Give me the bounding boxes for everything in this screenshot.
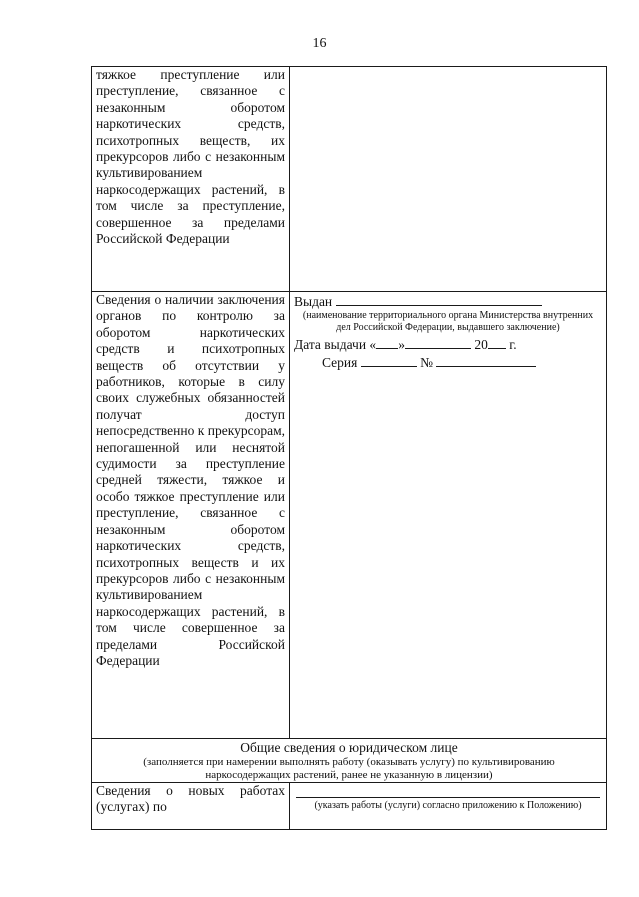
table-row: [92, 739, 607, 783]
number-label: №: [420, 354, 433, 370]
issued-by-field[interactable]: [336, 293, 542, 306]
issue-day-field[interactable]: [376, 336, 398, 349]
section-title: Общие сведения о юридическом лице: [240, 740, 458, 755]
issued-hint: (наименование территориального органа Министерства внутренних дел Российской Федерации, выдавшего заключение): [302, 310, 594, 334]
issued-label: Выдан: [294, 294, 333, 309]
series-label: Серия: [322, 354, 358, 370]
issue-year-field[interactable]: [488, 336, 506, 349]
conclusion-label: Сведения о наличии заключения органов по контролю за оборотом наркотических средств и психотропных веществ об отсутствии у работников, которые в силу своих служебных обязанностей получат доступ непосредственно к прекурсорам, непогашенной или неснятой судимости за преступление средней тяжести, тяжкое и особо тяжкое преступление или преступление, связанное с незаконным оборотом наркотических средств, психотропных веществ и их прекурсоров либо с незаконным культивированием наркосодержащих растений, в том числе совершенное за пределами Российской Федерации: [92, 292, 290, 739]
conclusion-value-cell: [290, 292, 607, 739]
series-number-line: [294, 354, 602, 371]
form-table: [91, 66, 607, 830]
continuation-text: тяжкое преступление или преступление, связанное с незаконным оборотом наркотических средств, психотропных веществ, их прекурсоров либо с незаконным культивированием наркосодержащих растений, в том числе за преступление, совершенное за пределами Российской Федерации: [92, 67, 290, 292]
new-works-label: Сведения о новых работах (услугах) по: [92, 783, 290, 830]
new-works-hint: (указать работы (услуги) согласно приложению к Положению): [314, 800, 582, 811]
new-works-field[interactable]: [296, 797, 600, 798]
continuation-value-cell[interactable]: [290, 67, 607, 292]
date-year-prefix: 20: [474, 337, 488, 353]
series-field[interactable]: [361, 354, 417, 367]
date-prefix: Дата выдачи «: [294, 337, 377, 353]
section-note: (заполняется при намерении выполнять работу (оказывать услугу) по культивированию наркосодержащих растений, ранее не указанную в лицензии): [143, 756, 555, 781]
number-field[interactable]: [436, 354, 536, 367]
date-mid: »: [398, 337, 405, 353]
new-works-value-cell: [290, 783, 607, 830]
table-row: [92, 783, 607, 830]
table-row: [92, 292, 607, 739]
page-number: 16: [312, 36, 327, 51]
table-row: [92, 67, 607, 292]
issue-month-field[interactable]: [405, 336, 471, 349]
issued-line: [294, 293, 602, 310]
date-suffix: г.: [509, 337, 517, 353]
issue-date-line: [294, 336, 602, 353]
legal-entity-section: [92, 739, 607, 783]
